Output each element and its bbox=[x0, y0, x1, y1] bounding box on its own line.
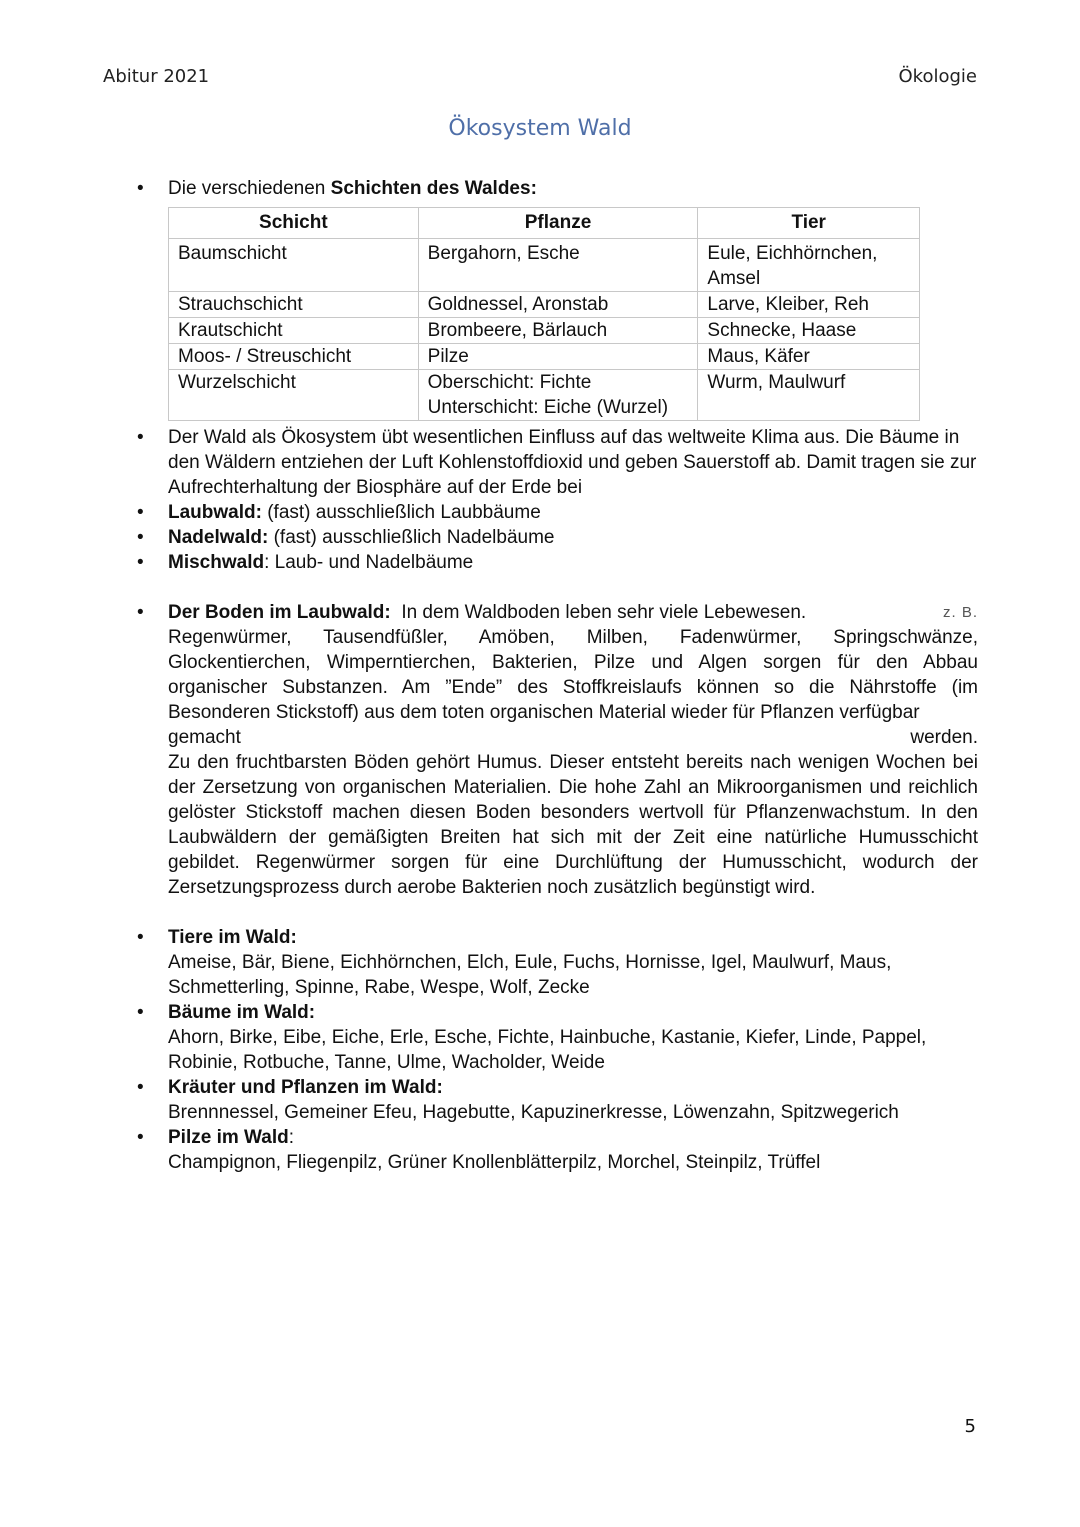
table-cell: Krautschicht bbox=[169, 318, 419, 344]
forest-type-label: Nadelwald: bbox=[168, 527, 269, 548]
table-cell: Bergahorn, Esche bbox=[418, 239, 698, 292]
table-cell: Eule, Eichhörnchen, Amsel bbox=[698, 239, 920, 292]
table-row bbox=[169, 370, 920, 421]
table-cell: Schnecke, Haase bbox=[698, 318, 920, 344]
page-title: Ökosystem Wald bbox=[448, 116, 632, 141]
soil-label: Der Boden im Laubwald: bbox=[168, 602, 391, 623]
layers-intro-bold: Schichten des Waldes: bbox=[330, 178, 537, 199]
document-body bbox=[168, 176, 978, 1175]
forest-type-text: (fast) ausschließlich Nadelbäume bbox=[268, 527, 555, 548]
table-cell: Pilze bbox=[418, 344, 698, 370]
list-item-trees bbox=[168, 1000, 978, 1075]
page-number: 5 bbox=[964, 1416, 976, 1437]
list-text: Ameise, Bär, Biene, Eichhörnchen, Elch, Eule, Fuchs, Hornisse, Igel, Maulwurf, Maus, Schmetterling, Spinne, Rabe, Wespe, Wolf, Zecke bbox=[168, 952, 892, 998]
table-cell: Wurzelschicht bbox=[169, 370, 419, 421]
table-cell: Goldnessel, Aronstab bbox=[418, 292, 698, 318]
table-cell: Baumschicht bbox=[169, 239, 419, 292]
table-row bbox=[169, 239, 920, 292]
list-label: Kräuter und Pflanzen im Wald: bbox=[168, 1077, 443, 1098]
soil-end-right: werden. bbox=[910, 727, 978, 748]
list-item-soil bbox=[168, 600, 978, 900]
layers-intro: Die verschiedenen bbox=[168, 178, 331, 199]
list-label: Bäume im Wald: bbox=[168, 1002, 316, 1023]
header-right: Ökologie bbox=[898, 66, 977, 87]
table-cell: Larve, Kleiber, Reh bbox=[698, 292, 920, 318]
table-header-row bbox=[169, 208, 920, 239]
soil-paragraph-1: Regenwürmer, Tausendfüßler, Amöben, Milben, Fadenwürmer, Springschwänze, Glockentierchen, Wimperntierchen, Bakterien, Pilze und Algen sorgen für den Abbau organischer Substanzen. Am ”Ende” des Stoffkreislaufs können so die Nährstoffe (im Besonderen Stickstoff) aus dem toten organischen Material wieder für Pflanzen verfügbar bbox=[168, 627, 978, 723]
table-cell: Strauchschicht bbox=[169, 292, 419, 318]
soil-first-line bbox=[168, 600, 978, 625]
table-row bbox=[169, 318, 920, 344]
soil-end-left: gemacht bbox=[168, 727, 241, 748]
list-item-herbs bbox=[168, 1075, 978, 1125]
list-label: Pilze im Wald bbox=[168, 1127, 289, 1148]
table-cell bbox=[418, 370, 698, 421]
table-header-schicht: Schicht bbox=[169, 208, 419, 239]
list-item-fungi bbox=[168, 1125, 978, 1175]
table-header-tier: Tier bbox=[698, 208, 920, 239]
table-row bbox=[169, 292, 920, 318]
list-text: Ahorn, Birke, Eibe, Eiche, Erle, Esche, Fichte, Hainbuche, Kastanie, Kiefer, Linde, Pappel, Robinie, Rotbuche, Tanne, Ulme, Wacholder, Weide bbox=[168, 1027, 927, 1073]
list-label: Tiere im Wald: bbox=[168, 927, 297, 948]
header-left: Abitur 2021 bbox=[103, 66, 210, 87]
table-row bbox=[169, 344, 920, 370]
list-text: Champignon, Fliegenpilz, Grüner Knollenblätterpilz, Morchel, Steinpilz, Trüffel bbox=[168, 1152, 821, 1173]
table-cell-line: Oberschicht: Fichte bbox=[427, 372, 592, 393]
soil-paragraph-2: Zu den fruchtbarsten Böden gehört Humus. Dieser entsteht bereits nach wenigen Wochen bei der Zersetzung von organischen Materialien. Die hohe Zahl an Mikroorganismen und reichlich gelöster Stickstoff machen diesen Boden besonders wertvoll für Pflanzenwachstum. In den Laubwäldern der gemäßigten Breiten hat sich mit der Zeit eine natürliche Humusschicht gebildet. Regenwürmer sorgen für eine Durchlüftung der Humusschicht, wodurch der Zersetzungsprozess durch aerobe Bakterien noch zusätzlich begünstigt wird. bbox=[168, 752, 978, 898]
layers-table bbox=[168, 207, 920, 421]
soil-zb: z. B. bbox=[942, 604, 978, 621]
forest-type-label: Laubwald: bbox=[168, 502, 262, 523]
list-item-animals bbox=[168, 925, 978, 1000]
list-label-suffix: : bbox=[288, 1127, 294, 1148]
forest-type-label: Mischwald bbox=[168, 552, 265, 573]
table-cell-line: Unterschicht: Eiche (Wurzel) bbox=[427, 397, 669, 418]
table-header-pflanze: Pflanze bbox=[418, 208, 698, 239]
list-item-nadelwald bbox=[168, 525, 978, 550]
list-item-laubwald bbox=[168, 500, 978, 525]
climate-text: Der Wald als Ökosystem übt wesentlichen Einfluss auf das weltweite Klima aus. Die Bäume in den Wäldern entziehen der Luft Kohlenstoffdioxid und geben Sauerstoff ab. Damit tragen sie zur Aufrechterhaltung der Biosphäre auf der Erde bei bbox=[168, 427, 977, 498]
list-text: Brennnessel, Gemeiner Efeu, Hagebutte, Kapuzinerkresse, Löwenzahn, Spitzwegerich bbox=[168, 1102, 899, 1123]
table-cell: Wurm, Maulwurf bbox=[698, 370, 920, 421]
forest-type-text: (fast) ausschließlich Laubbäume bbox=[261, 502, 541, 523]
list-item-climate bbox=[168, 425, 978, 500]
soil-intro: In dem Waldboden leben sehr viele Lebewesen. bbox=[401, 602, 807, 623]
list-item-layers bbox=[168, 176, 978, 201]
list-item-mischwald bbox=[168, 550, 978, 575]
table-cell: Brombeere, Bärlauch bbox=[418, 318, 698, 344]
table-cell: Moos- / Streuschicht bbox=[169, 344, 419, 370]
table-cell: Maus, Käfer bbox=[698, 344, 920, 370]
soil-paragraph-1-end bbox=[168, 725, 978, 750]
forest-type-text: : Laub- und Nadelbäume bbox=[264, 552, 474, 573]
